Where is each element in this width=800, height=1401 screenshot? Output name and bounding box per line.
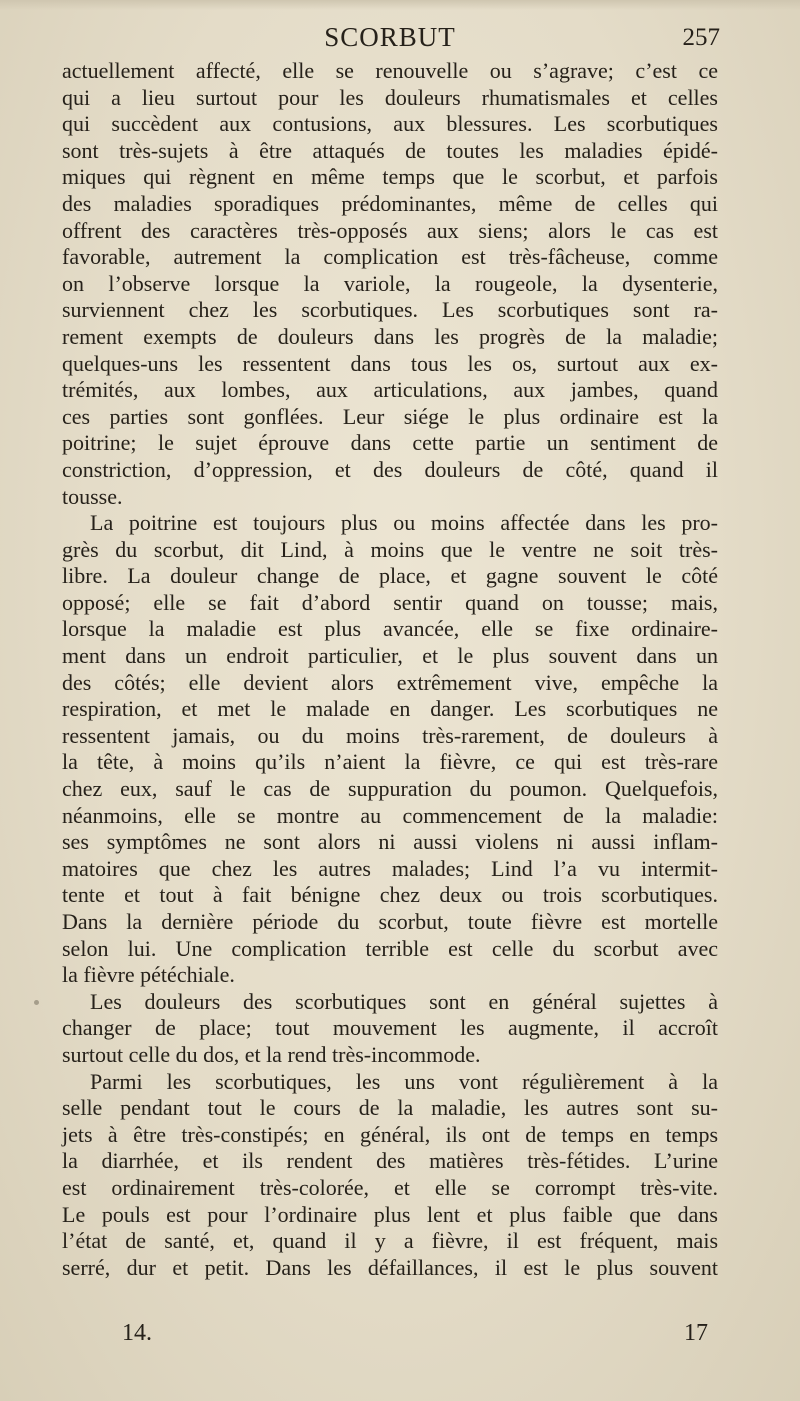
text-line: actuellement affecté, elle se renouvelle ou s’agrave; c’est ce [62, 58, 718, 83]
text-line: La poitrine est toujours plus ou moins affectée dans les pro- [90, 510, 718, 536]
text-line: rement exempts de douleurs dans les progrès de la maladie; [62, 323, 718, 349]
text-line: surtout celle du dos, et la rend très-incommode. [62, 1041, 481, 1067]
text-line: trémités, aux lombes, aux articulations, aux jambes, quand [62, 377, 718, 403]
page-number: 257 [682, 24, 720, 51]
text-line: constriction, d’oppression, et des douleurs de côté, quand il [62, 456, 718, 482]
page-header [60, 22, 720, 56]
body-text [62, 58, 718, 1281]
text-line: l’état de santé, et, quand il y a fièvre, il est fréquent, mais [62, 1228, 718, 1254]
text-line: Parmi les scorbutiques, les uns vont régulièrement à la [90, 1068, 718, 1094]
text-line: ces parties sont gonflées. Leur siége le plus ordinaire est la [62, 403, 718, 429]
text-line: poitrine; le sujet éprouve dans cette partie un sentiment de [62, 430, 718, 456]
text-line: miques qui règnent en même temps que le scorbut, et parfois [62, 164, 718, 190]
text-line: selle pendant tout le cours de la maladie, les autres sont su- [62, 1095, 718, 1121]
text-line: surviennent chez les scorbutiques. Les scorbutiques sont ra- [62, 297, 718, 323]
text-line: tousse. [62, 483, 123, 509]
text-line: offrent des caractères très-opposés aux siens; alors le cas est [62, 217, 718, 243]
text-line: ressentent jamais, ou du moins très-rarement, de douleurs à [62, 722, 718, 748]
text-line: tente et tout à fait bénigne chez deux ou trois scorbutiques. [62, 882, 718, 908]
paragraph [62, 510, 718, 989]
text-line: Dans la dernière période du scorbut, toute fièvre est mortelle [62, 909, 718, 934]
text-line: selon lui. Une complication terrible est celle du scorbut avec [62, 935, 718, 961]
text-line: chez eux, sauf le cas de suppuration du poumon. Quelquefois, [62, 776, 718, 802]
text-line: lorsque la maladie est plus avancée, elle se fixe ordinaire- [62, 616, 718, 642]
paragraph [62, 989, 718, 1069]
text-line: respiration, et met le malade en danger. Les scorbutiques ne [62, 696, 718, 722]
text-line: est ordinairement très-colorée, et elle se corrompt très-vite. [62, 1174, 718, 1200]
paper-speck [34, 1000, 39, 1005]
page-top-edge [0, 0, 800, 10]
text-line: Le pouls est pour l’ordinaire plus lent et plus faible que dans [62, 1201, 718, 1227]
text-line: changer de place; tout mouvement les augmente, il accroît [62, 1015, 718, 1041]
text-line: favorable, autrement la complication est très-fâcheuse, comme [62, 244, 718, 270]
text-line: néanmoins, elle se montre au commencement de la maladie: [62, 802, 718, 828]
text-line: matoires que chez les autres malades; Lind l’a vu intermit- [62, 855, 718, 881]
text-line: sont très-sujets à être attaqués de toutes les maladies épidé- [62, 137, 718, 163]
text-line: on l’observe lorsque la variole, la rougeole, la dysenterie, [62, 270, 718, 296]
text-line: jets à être très-constipés; en général, ils ont de temps en temps [62, 1121, 718, 1147]
text-line: quelques-uns les ressentent dans tous les os, surtout aux ex- [62, 350, 718, 376]
text-line: qui succèdent aux contusions, aux blessures. Les scorbutiques [62, 111, 718, 137]
text-line: la fièvre pétéchiale. [62, 962, 235, 988]
text-line: qui a lieu surtout pour les douleurs rhumatismales et celles [62, 84, 718, 110]
paragraph [62, 58, 718, 510]
text-line: des maladies sporadiques prédominantes, même de celles qui [62, 190, 718, 216]
page-footer [62, 1320, 718, 1350]
text-line: des côtés; elle devient alors extrêmement vive, empêche la [62, 669, 718, 695]
text-line: ses symptômes ne sont alors ni aussi violens ni aussi inflam- [62, 829, 718, 855]
paragraph [62, 1069, 718, 1282]
text-line: la tête, à moins qu’ils n’aient la fièvre, ce qui est très-rare [62, 749, 718, 775]
text-line: serré, dur et petit. Dans les défaillances, il est le plus souvent [62, 1254, 718, 1280]
text-line: ment dans un endroit particulier, et le plus souvent dans un [62, 643, 718, 669]
running-title: SCORBUT [324, 22, 456, 52]
signature-mark: 14. [122, 1320, 152, 1346]
text-line: la diarrhée, et ils rendent des matières très-fétides. L’urine [62, 1148, 718, 1174]
sheet-number: 17 [684, 1320, 708, 1346]
text-line: opposé; elle se fait d’abord sentir quand on tousse; mais, [62, 589, 718, 615]
text-line: Les douleurs des scorbutiques sont en général sujettes à [90, 988, 718, 1014]
text-line: libre. La douleur change de place, et gagne souvent le côté [62, 563, 718, 589]
text-line: grès du scorbut, dit Lind, à moins que le ventre ne soit très- [62, 536, 718, 562]
